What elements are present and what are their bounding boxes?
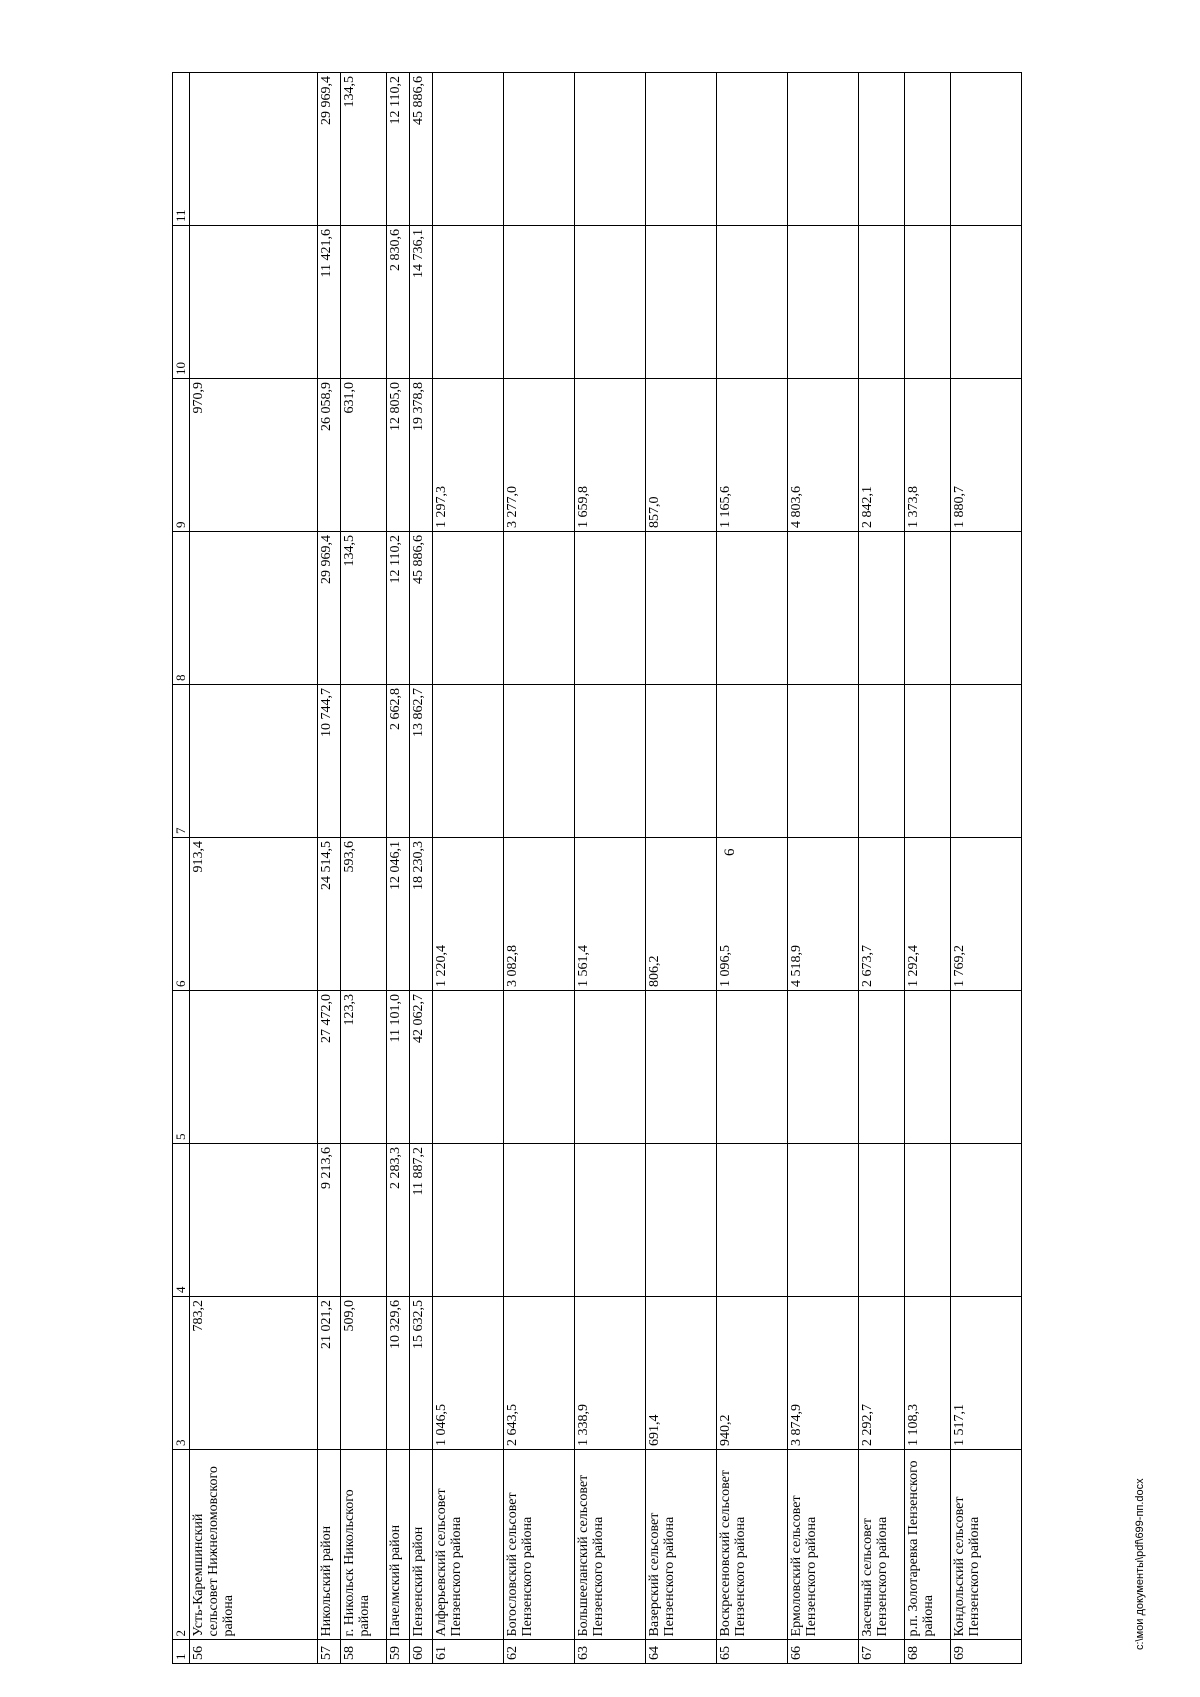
table-row (717, 73, 788, 1664)
value-cell (788, 73, 859, 226)
column-header: 10 (173, 226, 190, 379)
value-cell: 1 108,3 (905, 1297, 951, 1450)
table-row (318, 73, 341, 1664)
value-cell: 1 373,8 (905, 379, 951, 532)
territory-name-cell: р.п. Золотаревка Пензенского района (905, 1450, 951, 1640)
value-cell (905, 226, 951, 379)
value-cell (575, 73, 646, 226)
value-cell (190, 532, 318, 685)
table-row (575, 73, 646, 1664)
value-cell (190, 73, 318, 226)
value-cell (788, 685, 859, 838)
value-cell (646, 685, 717, 838)
territory-name-cell: Алферьевский сельсовет Пензенского района (432, 1450, 503, 1640)
value-cell (190, 1144, 318, 1297)
row-number-cell: 63 (575, 1640, 646, 1664)
value-cell (575, 226, 646, 379)
territory-name-cell: Никольский район (318, 1450, 341, 1640)
value-cell: 29 969,4 (318, 73, 341, 226)
row-number-cell: 65 (717, 1640, 788, 1664)
value-cell: 1 220,4 (432, 838, 503, 991)
value-cell (717, 226, 788, 379)
value-cell (575, 1144, 646, 1297)
table-row (190, 73, 318, 1664)
value-cell: 3 874,9 (788, 1297, 859, 1450)
value-cell (905, 532, 951, 685)
value-cell: 1 561,4 (575, 838, 646, 991)
value-cell: 12 046,1 (387, 838, 410, 991)
footer-file-path: c:\мои документы\pdf\699-пп.docx (1134, 1478, 1146, 1650)
value-cell (646, 1144, 717, 1297)
row-number-cell: 58 (341, 1640, 387, 1664)
table-row (646, 73, 717, 1664)
value-cell (432, 532, 503, 685)
value-cell: 1 659,8 (575, 379, 646, 532)
value-cell: 1 297,3 (432, 379, 503, 532)
table-row (905, 73, 951, 1664)
value-cell: 2 643,5 (503, 1297, 574, 1450)
column-header: 8 (173, 532, 190, 685)
value-cell (646, 226, 717, 379)
value-cell: 970,9 (190, 379, 318, 532)
value-cell (575, 532, 646, 685)
value-cell: 2 662,8 (387, 685, 410, 838)
page-number: 6 (722, 848, 738, 856)
value-cell (575, 685, 646, 838)
value-cell (432, 226, 503, 379)
value-cell (503, 532, 574, 685)
value-cell (646, 532, 717, 685)
data-table-container (172, 72, 1022, 1664)
value-cell (950, 226, 1021, 379)
value-cell: 1 292,4 (905, 838, 951, 991)
table-body (190, 73, 1022, 1664)
value-cell (432, 73, 503, 226)
column-header: 2 (173, 1450, 190, 1640)
row-number-cell: 61 (432, 1640, 503, 1664)
value-cell: 783,2 (190, 1297, 318, 1450)
row-number-cell: 56 (190, 1640, 318, 1664)
value-cell: 26 058,9 (318, 379, 341, 532)
value-cell (341, 226, 387, 379)
value-cell: 13 862,7 (410, 685, 433, 838)
value-cell: 913,4 (190, 838, 318, 991)
table-row (503, 73, 574, 1664)
row-number-cell: 66 (788, 1640, 859, 1664)
value-cell: 42 062,7 (410, 991, 433, 1144)
column-header: 3 (173, 1297, 190, 1450)
value-cell (646, 991, 717, 1144)
table-header-row (173, 73, 190, 1664)
value-cell: 1 880,7 (950, 379, 1021, 532)
column-header: 4 (173, 1144, 190, 1297)
value-cell (788, 991, 859, 1144)
territory-name-cell: Большееланский сельсовет Пензенского района (575, 1450, 646, 1640)
column-header: 1 (173, 1640, 190, 1664)
value-cell (432, 991, 503, 1144)
value-cell: 940,2 (717, 1297, 788, 1450)
row-number-cell: 68 (905, 1640, 951, 1664)
territory-name-cell: г. Никольск Никольского района (341, 1450, 387, 1640)
value-cell: 4 518,9 (788, 838, 859, 991)
territory-name-cell: Усть-Каремшинский сельсовет Нижнеломовского района (190, 1450, 318, 1640)
value-cell (503, 1144, 574, 1297)
value-cell: 10 744,7 (318, 685, 341, 838)
value-cell: 1 165,6 (717, 379, 788, 532)
value-cell: 2 842,1 (859, 379, 905, 532)
value-cell (190, 991, 318, 1144)
value-cell: 14 736,1 (410, 226, 433, 379)
row-number-cell: 59 (387, 1640, 410, 1664)
column-header: 5 (173, 991, 190, 1144)
value-cell: 11 101,0 (387, 991, 410, 1144)
value-cell: 2 292,7 (859, 1297, 905, 1450)
value-cell (859, 685, 905, 838)
territory-name-cell: Кондольский сельсовет Пензенского района (950, 1450, 1021, 1640)
row-number-cell: 62 (503, 1640, 574, 1664)
value-cell (905, 685, 951, 838)
value-cell: 11 421,6 (318, 226, 341, 379)
territory-name-cell: Пачелмский район (387, 1450, 410, 1640)
table-row (341, 73, 387, 1664)
value-cell: 2 830,6 (387, 226, 410, 379)
value-cell: 11 887,2 (410, 1144, 433, 1297)
value-cell: 29 969,4 (318, 532, 341, 685)
value-cell (859, 532, 905, 685)
value-cell: 10 329,6 (387, 1297, 410, 1450)
value-cell: 1 517,1 (950, 1297, 1021, 1450)
value-cell (646, 73, 717, 226)
value-cell (432, 1144, 503, 1297)
value-cell (717, 73, 788, 226)
value-cell: 12 110,2 (387, 532, 410, 685)
value-cell (341, 1144, 387, 1297)
territory-name-cell: Вазерский сельсовет Пензенского района (646, 1450, 717, 1640)
territory-name-cell: Ермоловский сельсовет Пензенского района (788, 1450, 859, 1640)
value-cell: 12 805,0 (387, 379, 410, 532)
value-cell: 857,0 (646, 379, 717, 532)
value-cell (788, 226, 859, 379)
value-cell (859, 226, 905, 379)
table-row (410, 73, 433, 1664)
table-row (788, 73, 859, 1664)
value-cell: 45 886,6 (410, 73, 433, 226)
value-cell: 593,6 (341, 838, 387, 991)
value-cell (341, 685, 387, 838)
value-cell (503, 226, 574, 379)
value-cell: 19 378,8 (410, 379, 433, 532)
value-cell: 134,5 (341, 73, 387, 226)
value-cell (950, 532, 1021, 685)
value-cell: 4 803,6 (788, 379, 859, 532)
value-cell (503, 685, 574, 838)
value-cell: 9 213,6 (318, 1144, 341, 1297)
row-number-cell: 64 (646, 1640, 717, 1664)
value-cell: 15 632,5 (410, 1297, 433, 1450)
value-cell: 1 046,5 (432, 1297, 503, 1450)
value-cell: 24 514,5 (318, 838, 341, 991)
value-cell (950, 1144, 1021, 1297)
row-number-cell: 69 (950, 1640, 1021, 1664)
value-cell (905, 1144, 951, 1297)
value-cell (859, 991, 905, 1144)
territory-name-cell: Воскресеновский сельсовет Пензенского района (717, 1450, 788, 1640)
value-cell (950, 685, 1021, 838)
value-cell (575, 991, 646, 1144)
value-cell: 2 673,7 (859, 838, 905, 991)
value-cell: 1 769,2 (950, 838, 1021, 991)
row-number-cell: 67 (859, 1640, 905, 1664)
value-cell (503, 73, 574, 226)
territory-name-cell: Богословский сельсовет Пензенского района (503, 1450, 574, 1640)
table-row (432, 73, 503, 1664)
value-cell: 1 338,9 (575, 1297, 646, 1450)
column-header: 6 (173, 838, 190, 991)
value-cell (190, 226, 318, 379)
value-cell (950, 991, 1021, 1144)
value-cell: 691,4 (646, 1297, 717, 1450)
value-cell: 18 230,3 (410, 838, 433, 991)
value-cell (859, 1144, 905, 1297)
value-cell: 631,0 (341, 379, 387, 532)
value-cell (717, 532, 788, 685)
value-cell (859, 73, 905, 226)
table-row (859, 73, 905, 1664)
value-cell (905, 991, 951, 1144)
value-cell: 123,3 (341, 991, 387, 1144)
table-row (387, 73, 410, 1664)
column-header: 9 (173, 379, 190, 532)
table-row (950, 73, 1021, 1664)
value-cell: 509,0 (341, 1297, 387, 1450)
value-cell: 2 283,3 (387, 1144, 410, 1297)
column-header: 11 (173, 73, 190, 226)
value-cell: 21 021,2 (318, 1297, 341, 1450)
value-cell: 3 082,8 (503, 838, 574, 991)
value-cell: 27 472,0 (318, 991, 341, 1144)
value-cell: 3 277,0 (503, 379, 574, 532)
row-number-cell: 60 (410, 1640, 433, 1664)
value-cell (788, 532, 859, 685)
value-cell: 806,2 (646, 838, 717, 991)
value-cell (950, 73, 1021, 226)
value-cell (717, 1144, 788, 1297)
row-number-cell: 57 (318, 1640, 341, 1664)
value-cell (432, 685, 503, 838)
value-cell: 134,5 (341, 532, 387, 685)
value-cell (905, 73, 951, 226)
value-cell (503, 991, 574, 1144)
territory-name-cell: Засечный сельсовет Пензенского района (859, 1450, 905, 1640)
value-cell: 12 110,2 (387, 73, 410, 226)
value-cell (717, 991, 788, 1144)
value-cell (788, 1144, 859, 1297)
value-cell: 45 886,6 (410, 532, 433, 685)
value-cell: 1 096,5 (717, 838, 788, 991)
territory-name-cell: Пензенский район (410, 1450, 433, 1640)
value-cell (190, 685, 318, 838)
value-cell (717, 685, 788, 838)
data-table (172, 72, 1022, 1664)
column-header: 7 (173, 685, 190, 838)
